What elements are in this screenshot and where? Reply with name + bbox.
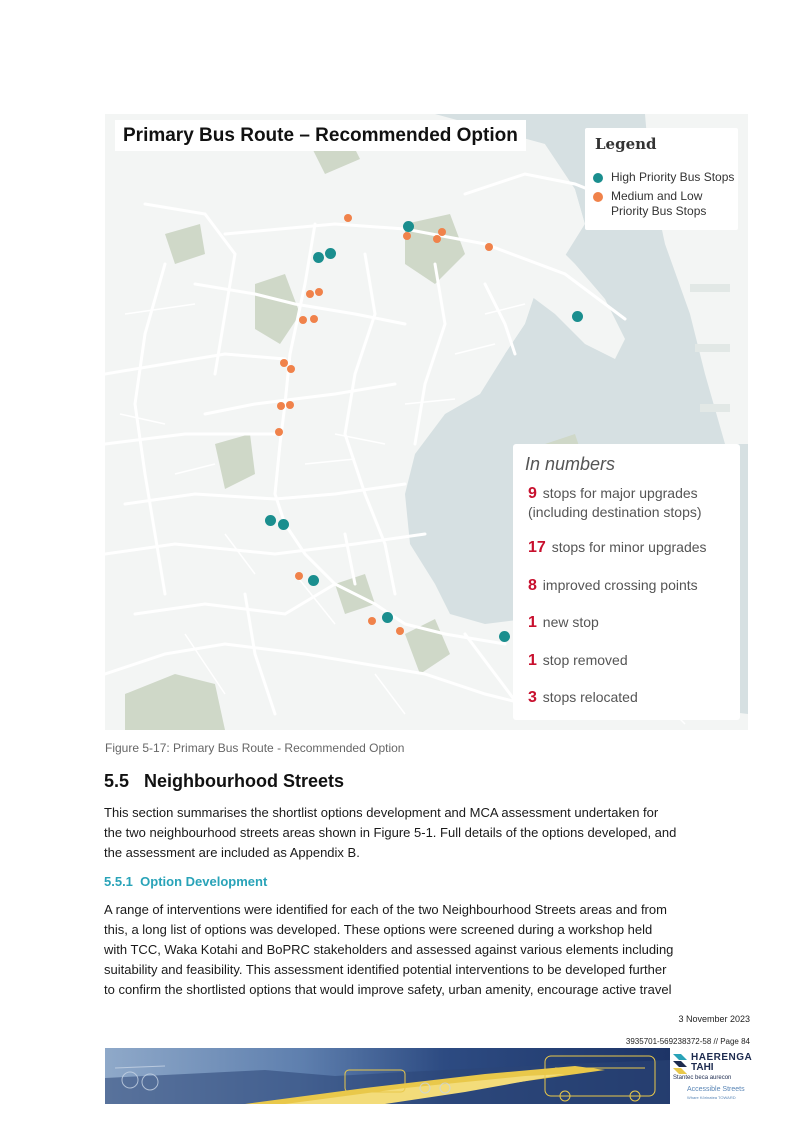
high-priority-stop (325, 248, 336, 259)
subsection-number: 5.5.1 (104, 874, 133, 889)
teal-dot-icon (593, 173, 603, 183)
bus-route-map (105, 114, 748, 730)
stat-count: 9 (528, 485, 537, 502)
high-priority-stop (572, 311, 583, 322)
high-priority-stop (308, 575, 319, 586)
haerenga-tahi-logo (673, 1052, 757, 1102)
map-legend (585, 128, 738, 230)
stat-row (528, 613, 733, 632)
high-priority-stop (313, 252, 324, 263)
high-priority-stop (278, 519, 289, 530)
stat-text: stops for major upgrades (including destination stops) (528, 485, 702, 520)
legend-label: Medium and Low Priority Bus Stops (611, 189, 707, 218)
subsection-heading (104, 874, 267, 889)
medium-low-priority-stop (485, 243, 493, 251)
medium-low-priority-stop (299, 316, 307, 324)
stat-count: 3 (528, 689, 537, 706)
report-date: 3 November 2023 (678, 1014, 750, 1024)
medium-low-priority-stop (310, 315, 318, 323)
text-line: suitability and feasibility. This assessment identified potential interventions to be developed further (104, 962, 667, 977)
text-line: with TCC, Waka Kotahi and BoPRC stakeholders and assessed against various elements including (104, 942, 674, 957)
section-number: 5.5 (104, 771, 130, 791)
stat-text: stops for minor upgrades (551, 539, 707, 555)
accessible-streets-logo: Accessible Streets (687, 1086, 745, 1093)
stat-count: 1 (528, 614, 537, 631)
high-priority-stop (265, 515, 276, 526)
medium-low-priority-stop (344, 214, 352, 222)
text-line: the assessment are included as Appendix B. (104, 845, 360, 860)
stat-text: stop removed (542, 652, 628, 668)
stat-row (528, 484, 733, 521)
medium-low-priority-stop (433, 235, 441, 243)
brand-name-line2: TAHI (691, 1062, 714, 1073)
footer-illustration (105, 1048, 670, 1104)
map-title: Primary Bus Route – Recommended Option (115, 120, 526, 151)
footer-artwork (105, 1048, 670, 1104)
stat-row (528, 576, 733, 595)
port-wharf-3 (700, 404, 730, 412)
medium-low-priority-stop (368, 617, 376, 625)
medium-low-priority-stop (277, 402, 285, 410)
medium-low-priority-stop (295, 572, 303, 580)
subsection-title: Option Development (140, 874, 268, 889)
medium-low-priority-stop (275, 428, 283, 436)
partner-logos: Stantec beca aurecon (673, 1075, 732, 1081)
stat-row (528, 651, 733, 670)
legend-title: Legend (595, 135, 657, 153)
in-numbers-panel (513, 444, 740, 720)
stat-text: stops relocated (542, 689, 638, 705)
medium-low-priority-stop (315, 288, 323, 296)
brand-name-line1: HAERENGA (691, 1052, 753, 1063)
high-priority-stop (499, 631, 510, 642)
stat-text: improved crossing points (542, 577, 698, 593)
stat-count: 8 (528, 577, 537, 594)
medium-low-priority-stop (403, 232, 411, 240)
medium-low-priority-stop (396, 627, 404, 635)
stat-text: new stop (542, 614, 599, 630)
section-title: Neighbourhood Streets (144, 771, 345, 791)
accessible-streets-tagline: Whare Kōrinatea TOWARD (687, 1095, 736, 1100)
medium-low-priority-stop (287, 365, 295, 373)
medium-low-priority-stop (306, 290, 314, 298)
intro-paragraph (104, 803, 714, 863)
stat-row (528, 538, 733, 557)
orange-dot-icon (593, 192, 603, 202)
haerenga-chevron-icon (673, 1054, 689, 1074)
section-heading (104, 771, 344, 792)
stat-row (528, 688, 733, 707)
legend-label: High Priority Bus Stops (611, 170, 735, 184)
figure-caption: Figure 5-17: Primary Bus Route - Recommended Option (105, 741, 405, 755)
text-line: the two neighbourhood streets areas shown in Figure 5-1. Full details of the options developed, and (104, 825, 677, 840)
stat-count: 1 (528, 652, 537, 669)
in-numbers-title: In numbers (525, 454, 616, 474)
medium-low-priority-stop (286, 401, 294, 409)
port-wharf-1 (690, 284, 730, 292)
text-line: this, a long list of options was developed. These options were screened during a workshop held (104, 922, 653, 937)
text-line: This section summarises the shortlist options development and MCA assessment undertaken for (104, 805, 659, 820)
high-priority-stop (382, 612, 393, 623)
text-line: A range of interventions were identified for each of the two Neighbourhood Streets areas and from (104, 902, 667, 917)
document-reference: 3935701-569238372-58 // Page 84 (625, 1037, 750, 1046)
text-line: to confirm the shortlisted options that would improve safety, urban amenity, encourage active travel (104, 982, 672, 997)
body-paragraph (104, 900, 714, 1000)
port-wharf-2 (695, 344, 730, 352)
high-priority-stop (403, 221, 414, 232)
stat-count: 17 (528, 539, 546, 556)
